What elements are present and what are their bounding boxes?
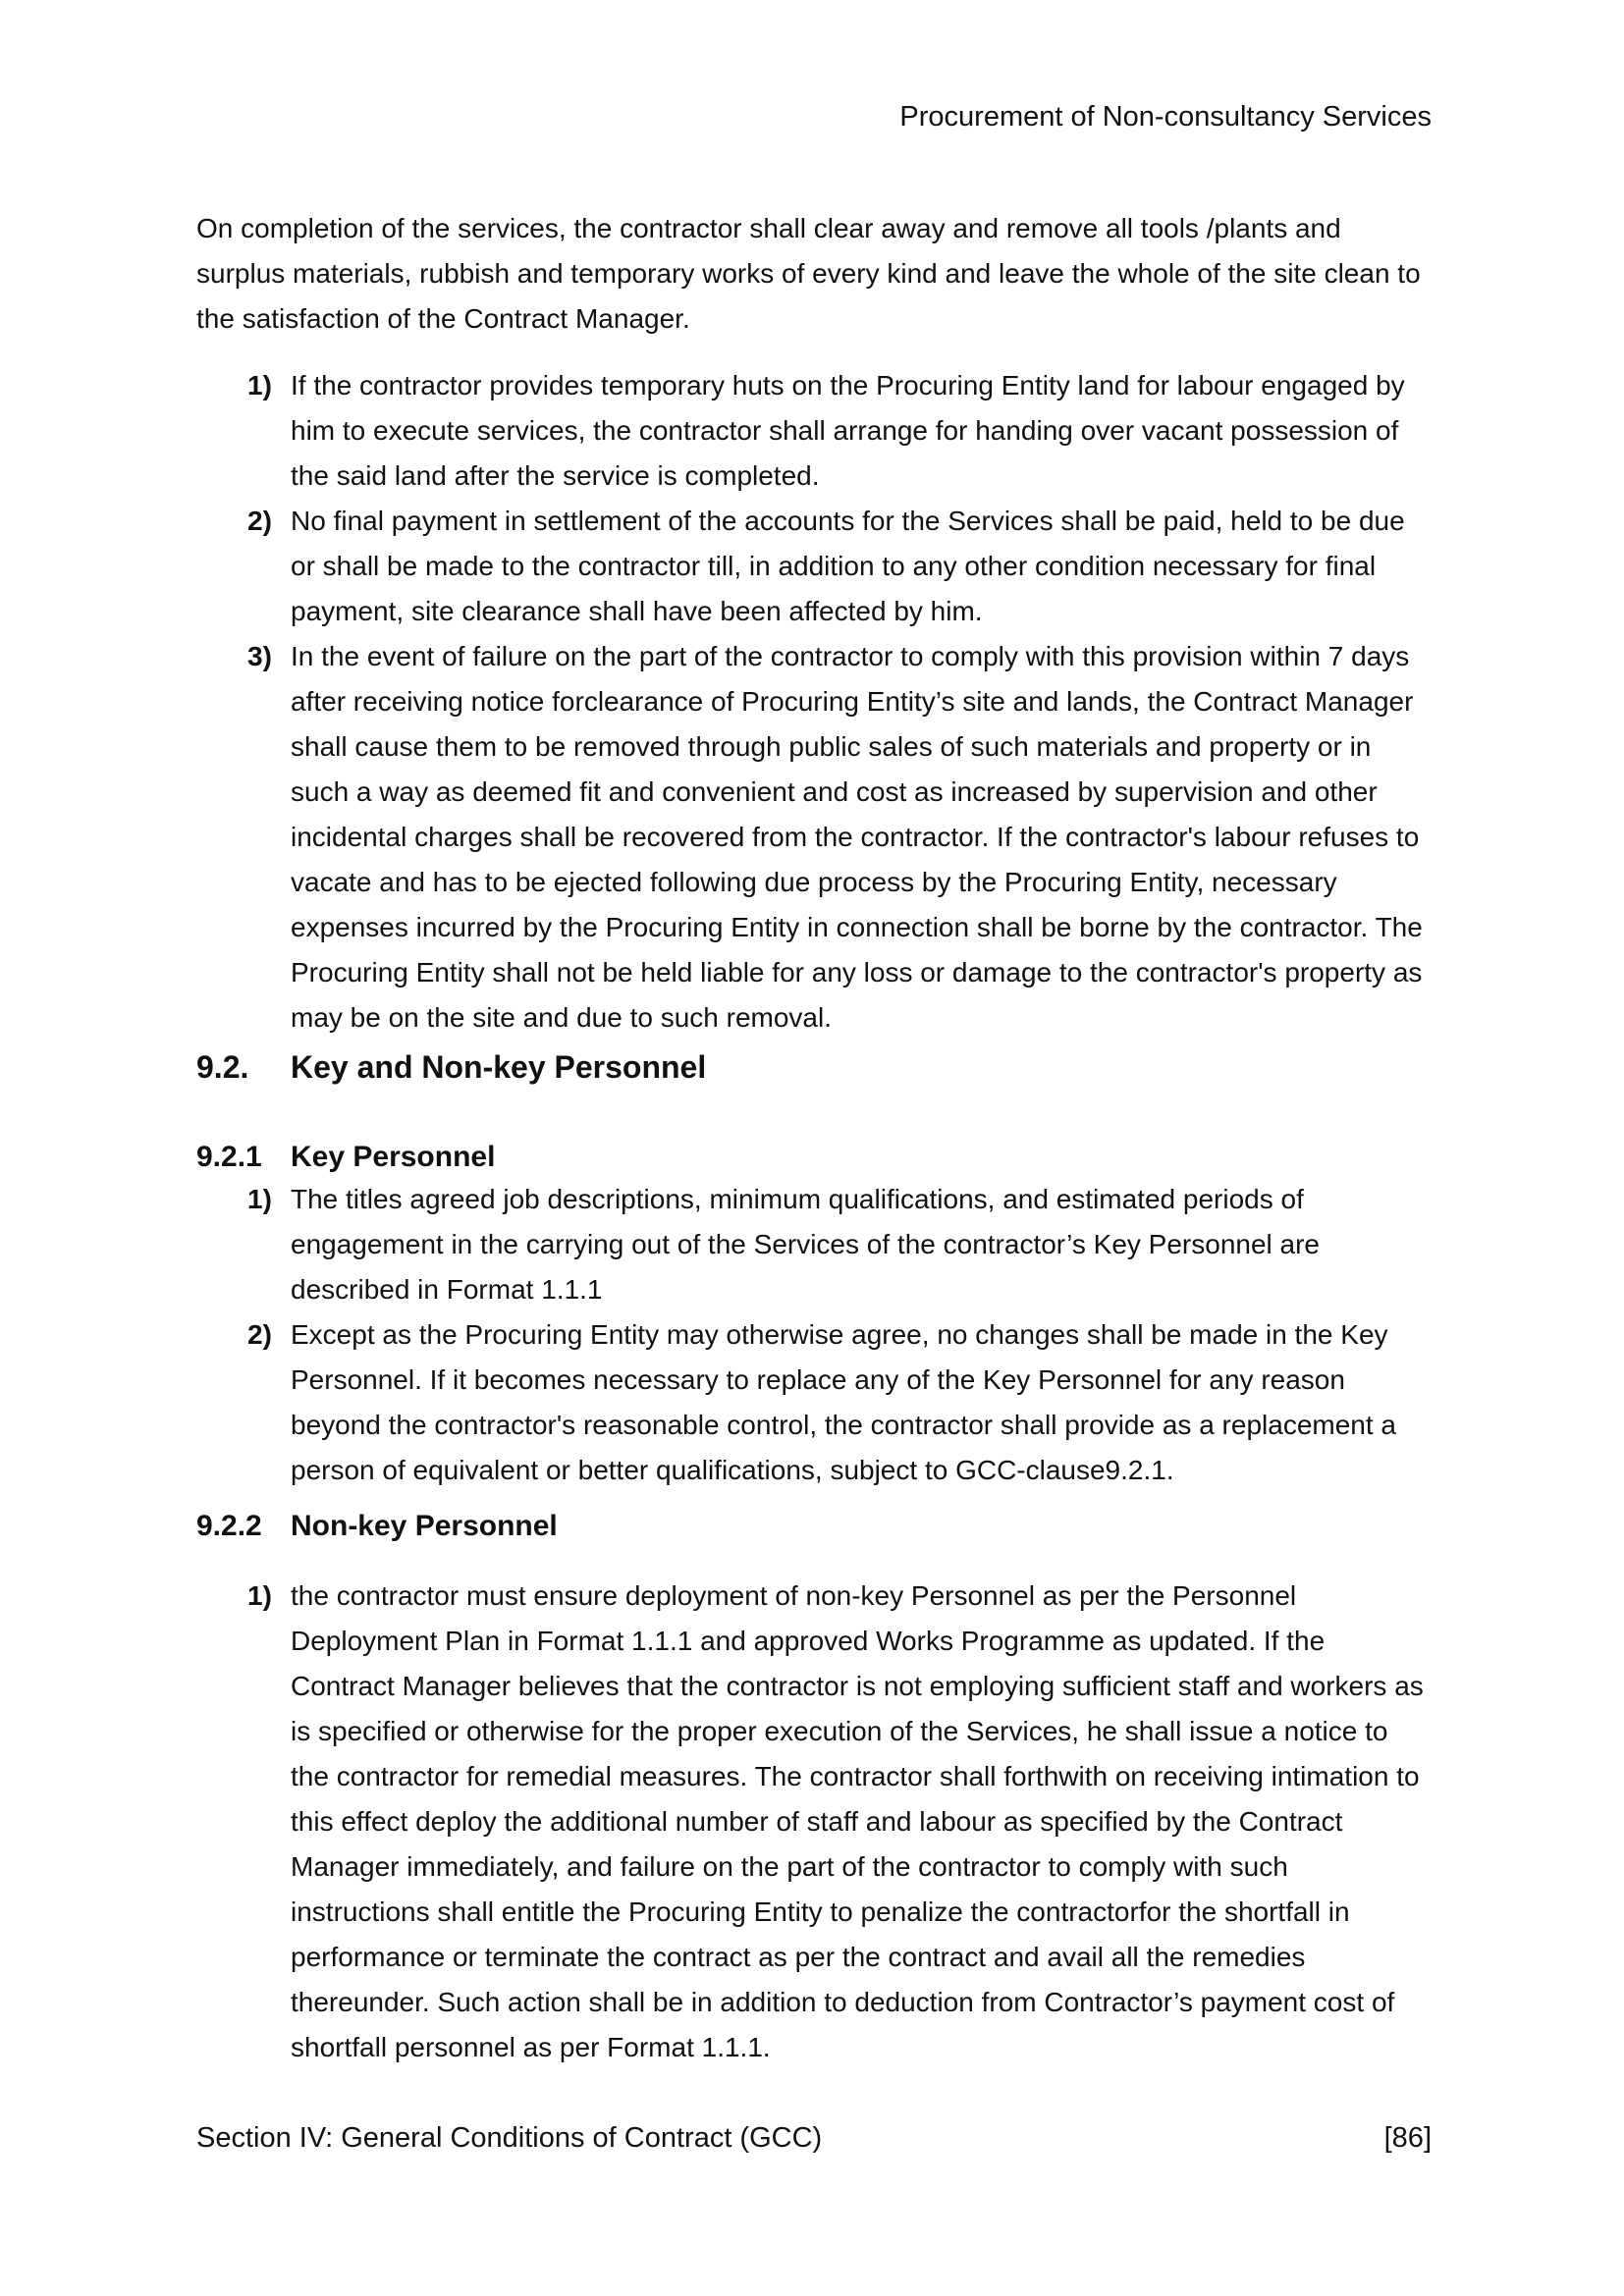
- document-body: [196, 206, 1434, 2070]
- list-item-text: In the event of failure on the part of the contractor to comply with this provision within 7 days after receiving notice forclearance of Procuring Entity’s site and lands, the Contract Manager shall cause them to be removed through public sales of such materials and property or in such a way as deemed fit and convenient and cost as increased by supervision and other incidental charges shall be recovered from the contractor. If the contractor's labour refuses to vacate and has to be ejected following due process by the Procuring Entity, necessary expenses incurred by the Procuring Entity in connection shall be borne by the contractor. The Procuring Entity shall not be held liable for any loss or damage to the contractor's property as may be on the site and due to such removal.: [291, 641, 1423, 1033]
- list-item-number: 1): [247, 1184, 272, 1214]
- footer-section-label: Section IV: General Conditions of Contract (GCC): [196, 2122, 823, 2154]
- list-item: [196, 363, 1434, 499]
- list-item: [196, 1312, 1434, 1493]
- subsection-heading-9-2-1: [196, 1138, 1434, 1177]
- list-item: [196, 499, 1434, 634]
- list-item-number: 2): [247, 1319, 272, 1350]
- list-item-number: 2): [247, 506, 272, 536]
- subsection-title: Non-key Personnel: [291, 1510, 558, 1542]
- list-item: [196, 634, 1434, 1041]
- list-item: [196, 1574, 1434, 2070]
- key-personnel-list: [196, 1177, 1434, 1493]
- page-footer: [196, 2120, 1432, 2156]
- list-item-number: 1): [247, 370, 272, 400]
- list-item-text: the contractor must ensure deployment of non-key Personnel as per the Personnel Deployment Plan in Format 1.1.1 and approved Works Programme as updated. If the Contract Manager believes that the contractor is not employing sufficient staff and workers as is specified or otherwise for the proper execution of the Services, he shall issue a notice to the contractor for remedial measures. The contractor shall forthwith on receiving intimation to this effect deploy the additional number of staff and labour as specified by the Contract Manager immediately, and failure on the part of the contractor to comply with such instructions shall entitle the Procuring Entity to penalize the contractorfor the shortfall in performance or terminate the contract as per the contract and avail all the remedies thereunder. Such action shall be in addition to deduction from Contractor’s payment cost of shortfall personnel as per Format 1.1.1.: [291, 1580, 1424, 2062]
- site-clearance-list: [196, 363, 1434, 1041]
- section-heading-9-2: [196, 1045, 1434, 1089]
- list-item-number: 3): [247, 641, 272, 671]
- subsection-number: 9.2.2: [196, 1510, 262, 1542]
- list-item-text: If the contractor provides temporary huts on the Procuring Entity land for labour engaged by him to execute services, the contractor shall arrange for handing over vacant possession of the said land after the service is completed.: [291, 370, 1405, 491]
- section-number: 9.2.: [196, 1049, 249, 1085]
- list-item: [196, 1177, 1434, 1312]
- section-title: Key and Non-key Personnel: [291, 1049, 707, 1085]
- intro-paragraph: On completion of the services, the contractor shall clear away and remove all tools /plants and surplus materials, rubbish and temporary works of every kind and leave the whole of the site clean to the satisfaction of the Contract Manager.: [196, 213, 1421, 334]
- list-item-text: The titles agreed job descriptions, minimum qualifications, and estimated periods of engagement in the carrying out of the Services of the contractor’s Key Personnel are described in Format 1.1.1: [291, 1184, 1321, 1305]
- subsection-title: Key Personnel: [291, 1141, 496, 1173]
- footer-page-number: [86]: [1383, 2122, 1432, 2154]
- list-item-text: Except as the Procuring Entity may otherwise agree, no changes shall be made in the Key Personnel. If it becomes necessary to replace any of the Key Personnel for any reason beyond the contractor's reasonable control, the contractor shall provide as a replacement a person of equivalent or better qualifications, subject to GCC-clause9.2.1.: [291, 1319, 1396, 1485]
- list-item-number: 1): [247, 1580, 272, 1611]
- non-key-personnel-list: [196, 1574, 1434, 2070]
- page-header-text: Procurement of Non-consultancy Services: [899, 101, 1432, 133]
- list-item-text: No final payment in settlement of the accounts for the Services shall be paid, held to be due or shall be made to the contractor till, in addition to any other condition necessary for final payment, site clearance shall have been affected by him.: [291, 506, 1405, 626]
- subsection-number: 9.2.1: [196, 1141, 262, 1173]
- subsection-heading-9-2-2: [196, 1507, 1434, 1546]
